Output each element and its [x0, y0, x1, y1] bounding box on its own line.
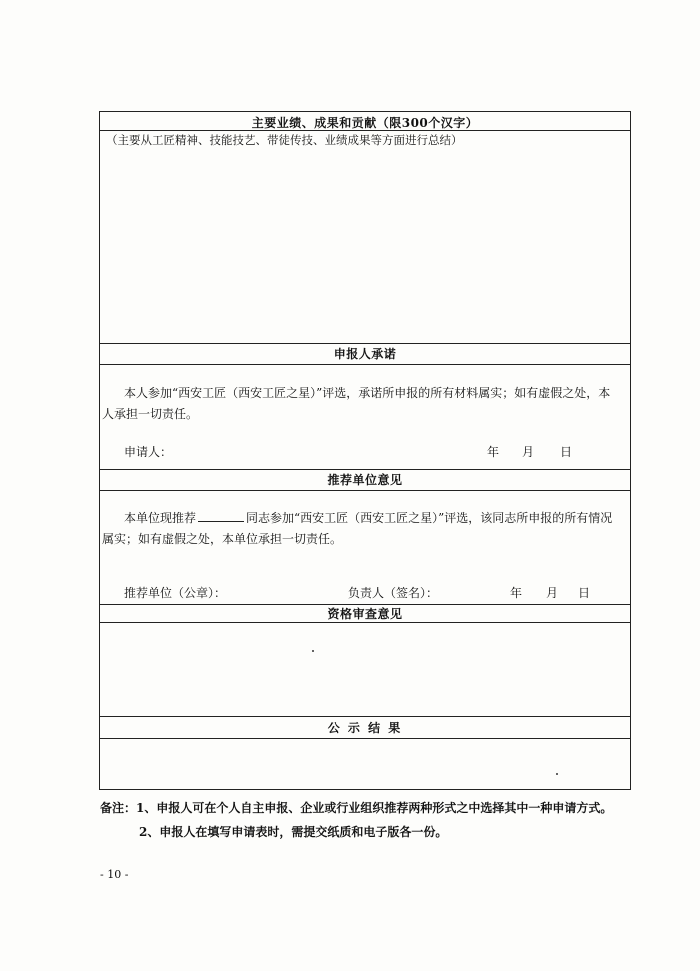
divider	[100, 716, 630, 717]
application-form-table	[99, 111, 631, 790]
recommendation-text-part1: 本单位现推荐	[124, 511, 197, 525]
divider	[100, 469, 630, 470]
commitment-day: 日	[560, 445, 573, 459]
commitment-year: 年	[487, 445, 500, 459]
divider	[100, 364, 630, 365]
scan-speck	[312, 650, 314, 652]
divider	[100, 622, 630, 623]
divider	[100, 343, 630, 344]
page-number: - 10 -	[100, 868, 129, 881]
recommendation-year: 年	[510, 586, 523, 600]
footnotes	[100, 796, 612, 844]
recommendation-header: 推荐单位意见	[327, 473, 403, 487]
scan-speck	[556, 773, 558, 775]
divider	[100, 490, 630, 491]
recommendation-day: 日	[578, 586, 591, 600]
applicant-label: 申请人：	[124, 445, 173, 459]
publicity-header: 公 示 结 果	[327, 721, 403, 735]
commitment-text-line2: 人承担一切责任。	[102, 407, 199, 421]
recommendation-text-part2: 同志参加“西安工匠（西安工匠之星）”评选，该同志所申报的所有情况	[246, 511, 613, 525]
footnote-1: 备注：1、申报人可在个人自主申报、企业或行业组织推荐两种形式之中选择其中一种申请方式。	[100, 801, 613, 815]
applicant-signature-field[interactable]	[185, 442, 475, 462]
divider	[100, 738, 630, 739]
commitment-month: 月	[522, 445, 535, 459]
publicity-input-area[interactable]	[100, 740, 630, 788]
review-input-area[interactable]	[100, 624, 630, 712]
recommendation-text-line1	[124, 508, 612, 529]
achievements-header: 主要业绩、成果和贡献（限300个汉字）	[251, 116, 479, 130]
recommendation-month: 月	[546, 586, 559, 600]
recommendation-text-line2: 属实；如有虚假之处，本单位承担一切责任。	[102, 532, 343, 546]
review-header: 资格审查意见	[327, 607, 403, 621]
nominee-name-blank[interactable]	[198, 509, 244, 522]
achievements-input-area[interactable]	[100, 150, 630, 340]
achievements-hint: （主要从工匠精神、技能技艺、带徒传技、业绩成果等方面进行总结）	[106, 133, 463, 147]
commitment-text-line1: 本人参加“西安工匠（西安工匠之星）”评选，承诺所申报的所有材料属实；如有虚假之处，本	[124, 386, 611, 400]
responsible-person-label: 负责人（签名）：	[348, 586, 439, 600]
commitment-header: 申报人承诺	[333, 347, 397, 361]
recommending-unit-label: 推荐单位（公章）：	[124, 586, 227, 600]
footnote-2: 2、申报人在填写申请表时，需提交纸质和电子版各一份。	[139, 825, 448, 839]
